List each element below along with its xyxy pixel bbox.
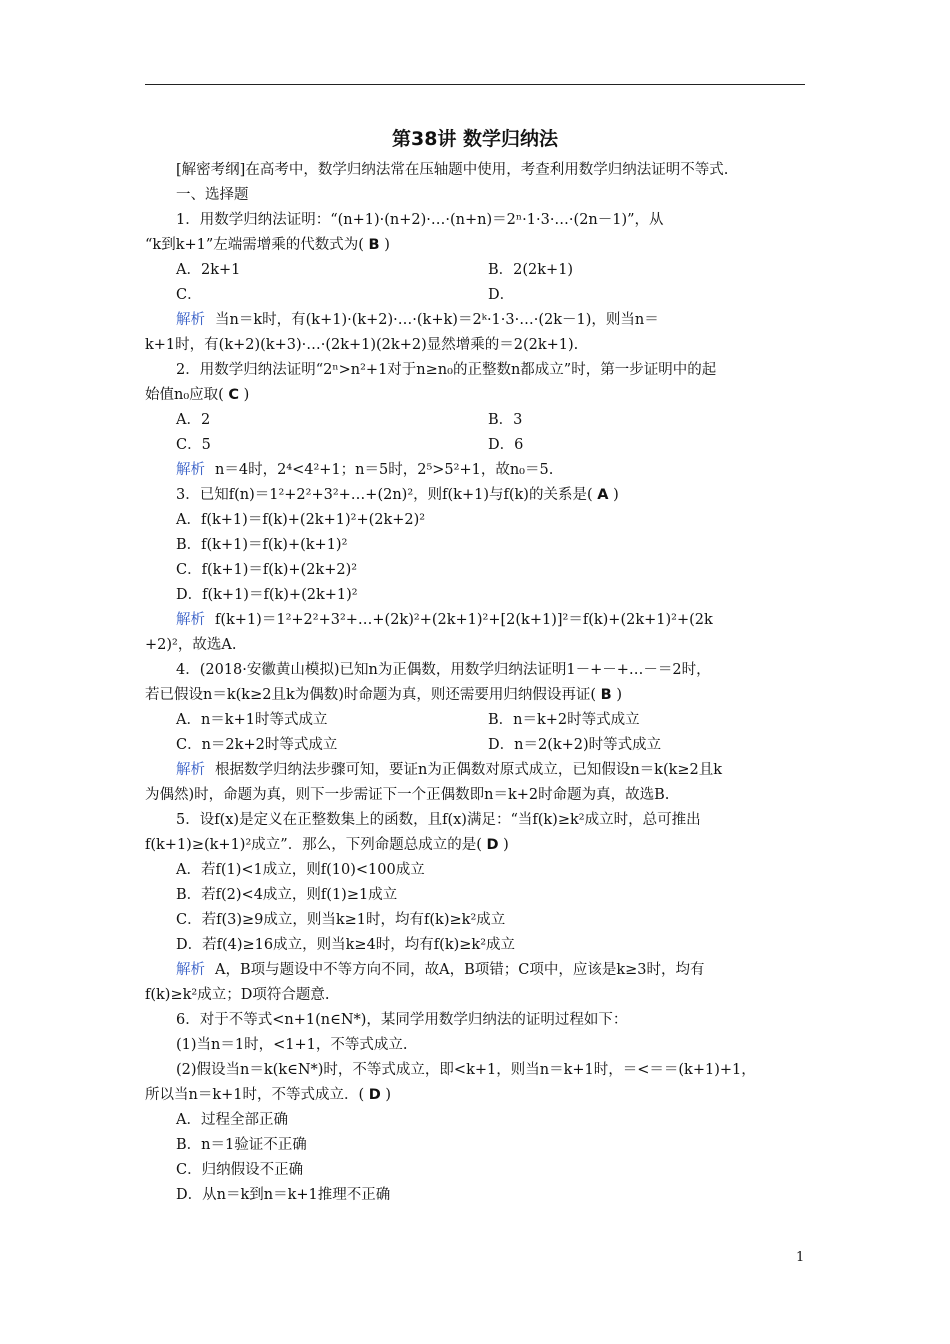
q2-answer: C	[228, 387, 240, 403]
q3-jiexi-label: 解析	[176, 612, 205, 628]
q2-stem-line2: 始值n₀应取( C )	[145, 387, 250, 403]
q2-stem-line1: 2．用数学归纳法证明“2ⁿ>n²+1对于n≥n₀的正整数n都成立”时，第一步证明中的起	[176, 362, 717, 378]
q3-explanation-line2: +2)²，故选A.	[145, 637, 237, 653]
q5-explanation-line2: f(k)≥k²成立；D项符合题意.	[145, 987, 330, 1003]
q1-explanation-line1: 解析 当n＝k时，有(k+1)·(k+2)·…·(k+k)＝2ᵏ·1·3·…·(2k－1)，则当n＝	[176, 312, 659, 328]
q3-option-c: C．f(k+1)＝f(k)+(2k+2)²	[176, 562, 358, 578]
q1-stem-line2: “k到k+1”左端需增乘的代数式为( B )	[145, 237, 390, 253]
q2-option-c: C．5	[176, 437, 211, 453]
q5-option-a: A．若f(1)<1成立，则f(10)<100成立	[176, 862, 425, 878]
section-heading: 一、选择题	[176, 187, 249, 203]
q4-stem-line1: 4．(2018·安徽黄山模拟)已知n为正偶数，用数学归纳法证明1－+－+…－＝2时，	[176, 662, 711, 678]
page-number: 1	[796, 1250, 805, 1265]
q6-stem-line2: (1)当n＝1时，<1+1，不等式成立.	[176, 1037, 408, 1053]
q5-stem-line2: f(k+1)≥(k+1)²成立”．那么，下列命题总成立的是( D )	[145, 837, 509, 853]
q2-jiexi-label: 解析	[176, 462, 205, 478]
q1-option-c: C．	[176, 287, 202, 303]
q6-option-b: B．n＝1验证不正确	[176, 1137, 307, 1153]
q1-option-d: D．	[488, 287, 515, 303]
q5-option-d: D．若f(4)≥16成立，则当k≥4时，均有f(k)≥k²成立	[176, 937, 516, 953]
q3-stem-line1: 3．已知f(n)＝1²+2²+3²+…+(2n)²，则f(k+1)与f(k)的关系是( A )	[176, 487, 619, 503]
q1-explanation-line2: k+1时，有(k+2)(k+3)·…·(2k+1)(2k+2)显然增乘的＝2(2k+1).	[145, 337, 579, 353]
page-title: 第38讲 数学归纳法	[391, 128, 559, 150]
q1-option-a: A．2k+1	[176, 262, 241, 278]
q6-answer: D	[368, 1087, 381, 1103]
q4-option-a: A．n＝k+1时等式成立	[176, 712, 328, 728]
q6-option-d: D．从n＝k到n＝k+1推理不正确	[176, 1187, 391, 1203]
q6-option-a: A．过程全部正确	[176, 1112, 288, 1128]
q5-explanation-line1: 解析 A，B项与题设中不等方向不同，故A，B项错；C项中，应该是k≥3时，均有	[176, 962, 705, 978]
q6-stem-line3: (2)假设当n＝k(k∈N*)时，不等式成立，即<k+1，则当n＝k+1时，＝<＝＝(k+1)+1，	[176, 1062, 756, 1078]
q3-answer: A	[597, 487, 609, 503]
q1-answer: B	[368, 237, 380, 253]
q5-stem-line1: 5．设f(x)是定义在正整数集上的函数，且f(x)满足：“当f(k)≥k²成立时，总可推出	[176, 812, 701, 828]
q3-option-d: D．f(k+1)＝f(k)+(2k+1)²	[176, 587, 358, 603]
q2-option-d: D．6	[488, 437, 524, 453]
q4-explanation-line2: 为偶然)时，命题为真，则下一步需证下一个正偶数即n＝k+2时命题为真，故选B.	[145, 787, 670, 803]
q4-answer: B	[600, 687, 612, 703]
q4-option-b: B．n＝k+2时等式成立	[488, 712, 640, 728]
intro-text: [解密考纲]在高考中，数学归纳法常在压轴题中使用，考查利用数学归纳法证明不等式.	[176, 162, 729, 178]
q6-stem-line4: 所以当n＝k+1时，不等式成立．( D )	[145, 1087, 392, 1103]
q4-explanation-line1: 解析 根据数学归纳法步骤可知，要证n为正偶数对原式成立，已知假设n＝k(k≥2且k	[176, 762, 723, 778]
q2-explanation-line1: 解析 n＝4时，2⁴<4²+1；n＝5时，2⁵>5²+1，故n₀＝5.	[176, 462, 554, 478]
q4-stem-line2: 若已假设n＝k(k≥2且k为偶数)时命题为真，则还需要用归纳假设再证( B )	[145, 687, 622, 703]
header-rule	[145, 84, 805, 85]
q5-answer: D	[486, 837, 499, 853]
q2-option-a: A．2	[176, 412, 211, 428]
q6-option-c: C．归纳假设不正确	[176, 1162, 304, 1178]
q5-jiexi-label: 解析	[176, 962, 205, 978]
q5-option-b: B．若f(2)<4成立，则f(1)≥1成立	[176, 887, 398, 903]
q1-stem-line1: 1．用数学归纳法证明：“(n+1)·(n+2)·…·(n+n)＝2ⁿ·1·3·…·(2n－1)”，从	[176, 212, 664, 228]
q4-jiexi-label: 解析	[176, 762, 205, 778]
q3-option-a: A．f(k+1)＝f(k)+(2k+1)²+(2k+2)²	[176, 512, 426, 528]
q3-option-b: B．f(k+1)＝f(k)+(k+1)²	[176, 537, 348, 553]
q1-jiexi-label: 解析	[176, 312, 205, 328]
q4-option-d: D．n＝2(k+2)时等式成立	[488, 737, 662, 753]
q4-option-c: C．n＝2k+2时等式成立	[176, 737, 338, 753]
q5-option-c: C．若f(3)≥9成立，则当k≥1时，均有f(k)≥k²成立	[176, 912, 506, 928]
q1-option-b: B．2(2k+1)	[488, 262, 574, 278]
q3-explanation-line1: 解析 f(k+1)＝1²+2²+3²+…+(2k)²+(2k+1)²+[2(k+1)]²＝f(k)+(2k+1)²+(2k	[176, 612, 713, 628]
q2-option-b: B．3	[488, 412, 523, 428]
q6-stem-line1: 6．对于不等式<n+1(n∈N*)，某同学用数学归纳法的证明过程如下：	[176, 1012, 628, 1028]
